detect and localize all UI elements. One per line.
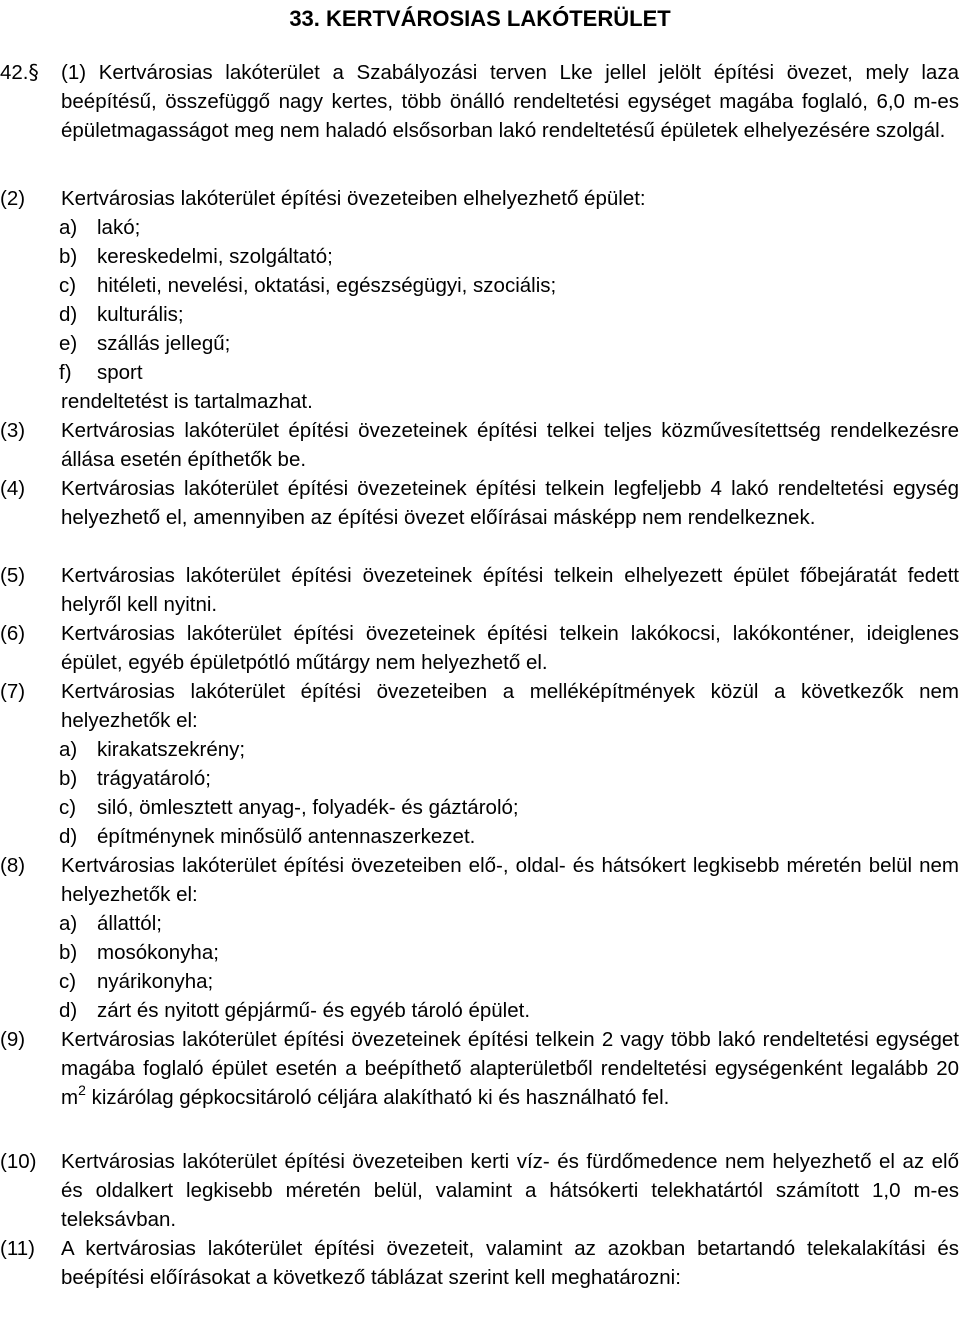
paragraph-number: (5) [0,564,26,587]
list-item: a) kirakatszekrény; [59,738,246,761]
paragraph-text: A kertvárosias lakóterület építési övezeteit, valamint az azokban betartandó telekalakítási és beépítési előírásokat a következő táblázat szerint kell meghatározni: [61,1237,959,1289]
paragraph-intro: Kertvárosias lakóterület építési övezeteiben elhelyezhető épület: [61,187,646,210]
section-sign: § [28,60,39,84]
list-item: d) építménynek minősülő antennaszerkezet. [59,825,476,848]
paragraph-number: (6) [0,622,26,645]
paragraph-outro: rendeltetést is tartalmazhat. [61,390,313,413]
paragraph-number: (1) [61,61,87,84]
paragraph-text: Kertvárosias lakóterület építési övezeteinek építési telkein lakókocsi, lakókonténer, ideiglenes épület, egyéb épületpótló műtárgy nem helyezhető el. [61,622,959,674]
paragraph-9 [0,1025,960,1112]
paragraph-3 [0,416,960,474]
paragraph-text: Kertvárosias lakóterület építési övezeteinek építési telkein legfeljebb 4 lakó rendeltetési egység helyezhető el, amennyiben az építési övezet előírásai másképp nem rendelkeznek. [61,477,959,529]
paragraph-8 [0,851,960,1025]
paragraph-text: Kertvárosias lakóterület építési övezeteinek építési telkei teljes közművesítettség rendelkezésre állása esetén építhetők be. [61,419,959,471]
list-item: b) mosókonyha; [59,941,219,964]
paragraph-7 [0,677,960,851]
paragraph-1 [0,58,960,145]
paragraph-number: (3) [0,419,26,442]
item-list [0,213,960,387]
list-item: c) hitéleti, nevelési, oktatási, egészségügyi, szociális; [59,274,557,297]
list-item: d) kulturális; [59,303,184,326]
chapter-title: 33. KERTVÁROSIAS LAKÓTERÜLET [289,6,671,31]
superscript: 2 [78,1082,86,1098]
paragraph-text: Kertvárosias lakóterület építési övezeteiben kerti víz- és fürdőmedence nem helyezhető el az elő és oldalkert legkisebb méretén belül, valamint a hátsókerti telekhatártól számított 1,0 m-es teleksávban. [61,1150,959,1231]
list-item: b) kereskedelmi, szolgáltató; [59,245,333,268]
paragraph-intro: Kertvárosias lakóterület építési övezeteiben a melléképítmények közül a következők nem helyezhetők el: [61,680,959,732]
paragraph-2 [0,184,960,416]
paragraph-number: (11) [0,1237,35,1260]
paragraph-10 [0,1147,960,1234]
paragraph-text: Kertvárosias lakóterület a Szabályozási terven Lke jellel jelölt építési övezet, mely laza beépítésű, összefüggő nagy kertes, több önálló rendeltetési egységet magába foglaló, 6,0 m-es épületmagasságot meg nem haladó elsősorban lakó rendeltetésű épületek elhelyezésére szolgál. [61,61,959,142]
paragraph-5 [0,561,960,619]
list-item: e) szállás jellegű; [59,332,231,355]
paragraph-intro: Kertvárosias lakóterület építési övezeteiben elő-, oldal- és hátsókert legkisebb méretén belül nem helyezhetők el: [61,854,959,906]
list-item: a) lakó; [59,216,141,239]
paragraph-11 [0,1234,960,1292]
list-item: c) nyárikonyha; [59,970,214,993]
list-item: d) zárt és nyitott gépjármű- és egyéb tároló épület. [59,999,531,1022]
paragraph-number: (9) [0,1028,26,1051]
paragraph-number: (10) [0,1150,37,1173]
paragraph-text: Kertvárosias lakóterület építési övezeteinek építési telkein elhelyezett épület főbejáratát fedett helyről kell nyitni. [61,564,959,616]
paragraph-6 [0,619,960,677]
paragraph-number: (4) [0,477,26,500]
item-list [0,735,960,851]
list-item: b) trágyatároló; [59,767,211,790]
list-item: c) siló, ömlesztett anyag-, folyadék- és gáztároló; [59,796,519,819]
list-item: f) sport [59,361,143,384]
paragraph-number: (2) [0,187,26,210]
paragraph-4 [0,474,960,532]
paragraph-number: (8) [0,854,26,877]
section-number: 42.§ [0,60,39,84]
list-item: a) állattól; [59,912,162,935]
paragraph-number: (7) [0,680,26,703]
item-list [0,909,960,1025]
paragraph-text: Kertvárosias lakóterület építési övezeteinek építési telkein 2 vagy több lakó rendeltetési egységet magába foglaló épület esetén a beépíthető alapterületből rendeltetési egységenként legalább 20 $m^2$ kizárólag gépkocsitároló céljára alakítható ki és használható fel. [61,1028,959,1109]
